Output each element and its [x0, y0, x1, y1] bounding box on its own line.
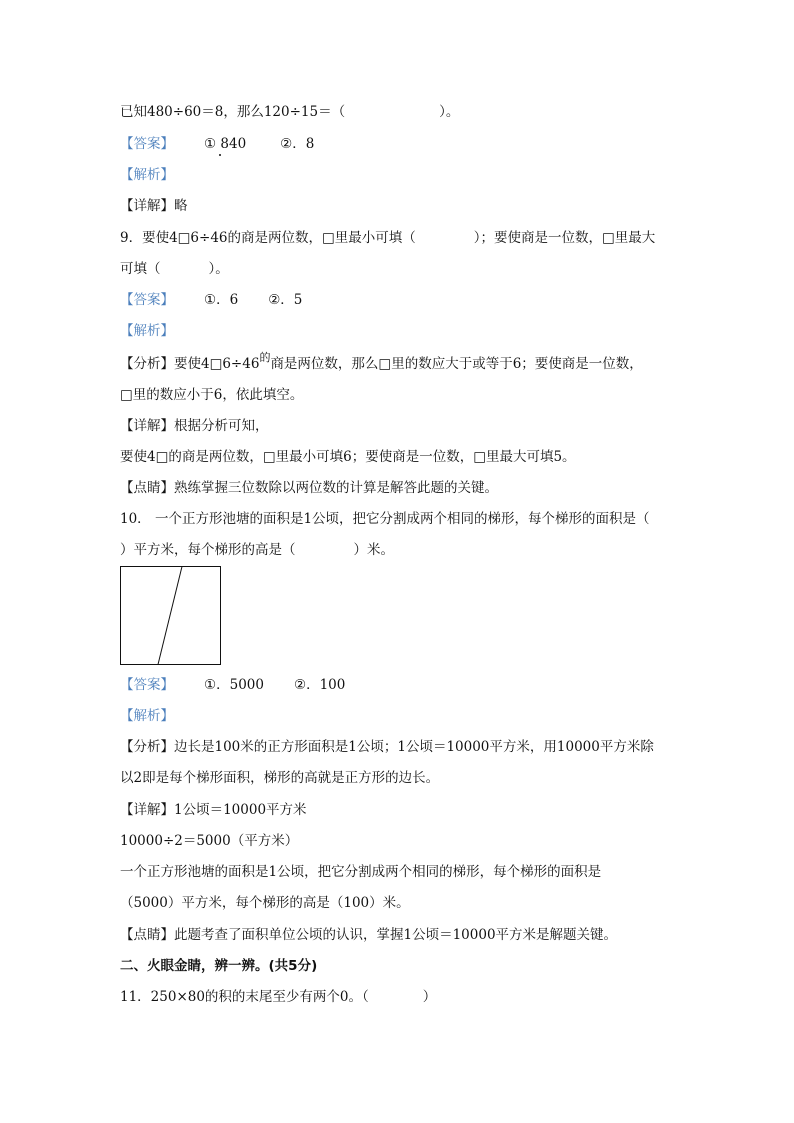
dianjing-tag: 【点睛】: [120, 480, 174, 496]
detail-tag: 【详解】: [120, 418, 174, 434]
q10-calc-line: [120, 832, 298, 850]
q9-stem-mid: ）；要使商是一位数，□里最大: [473, 230, 656, 246]
q10-restate-1: 一个正方形池塘的面积是1公顷，把它分割成两个相同的梯形，每个梯形的面积是: [120, 864, 602, 880]
section-2-heading: [120, 957, 317, 975]
answer-tag: 【答案】: [120, 292, 174, 308]
q10-calc: 10000÷2＝5000（平方米）: [120, 833, 299, 849]
q8-analysis-line: [120, 166, 174, 184]
q8-answer-2: ②．8: [280, 136, 315, 152]
q9-fenxi-pre: 要使4□6÷46: [174, 356, 260, 372]
q10-restate-2: （5000）平方米，每个梯形的高是（100）米。: [120, 895, 410, 911]
q10-fenxi-line1: [120, 738, 654, 756]
q8-detail-text: 略: [174, 198, 188, 214]
q9-detail-2: 要使4□的商是两位数，□里最小可填6；要使商是一位数，□里最大可填5。: [120, 449, 576, 465]
analysis-tag: 【解析】: [120, 167, 174, 183]
q10-fenxi-1: 边长是100米的正方形面积是1公顷；1公顷＝10000平方米，用10000平方米除: [174, 739, 654, 755]
q9-detail-1: 根据分析可知，: [174, 418, 269, 434]
trapezoid-divider-line: [158, 567, 182, 665]
q8-stem-text: 已知480÷60＝8，那么120÷15＝（: [120, 104, 346, 120]
q9-answer-2: ②．5: [268, 292, 303, 308]
q9-stem-line2-pre: 可填（: [120, 261, 161, 277]
q9-detail-line2: [120, 448, 576, 466]
q10-stem-line1-text: 10． 一个正方形池塘的面积是1公顷，把它分割成两个相同的梯形，每个梯形的面积是（: [120, 511, 650, 527]
answer-tag: 【答案】: [120, 136, 174, 152]
q10-dianjing-line: [120, 926, 617, 944]
analysis-tag: 【解析】: [120, 708, 174, 724]
answer-tag: 【答案】: [120, 677, 174, 693]
q10-answer-line: [120, 676, 345, 694]
q9-fenxi-line2-text: □里的数应小于6，依此填空。: [120, 387, 304, 403]
q11-stem: [120, 988, 436, 1006]
q10-analysis-line: [120, 707, 174, 725]
q10-dianjing-text: 此题考查了面积单位公顷的认识，掌握1公顷＝10000平方米是解题关键。: [174, 927, 618, 943]
q10-answer-2: ②．100: [293, 677, 346, 693]
q8-stem: [120, 103, 459, 121]
fenxi-tag: 【分析】: [120, 739, 174, 755]
q9-detail-line1: [120, 417, 269, 435]
q9-fenxi-sup: 的: [259, 351, 271, 364]
detail-tag: 【详解】: [120, 802, 174, 818]
q10-detail-1: 1公顷＝10000平方米: [174, 802, 307, 818]
q10-stem-line2-pre: ）平方米，每个梯形的高是（: [120, 542, 296, 558]
q11-close: ）: [422, 989, 437, 1005]
q9-dianjing-text: 熟练掌握三位数除以两位数的计算是解答此题的关键。: [174, 480, 498, 496]
q9-stem-line2-close: ）。: [208, 261, 229, 277]
q9-dianjing-line: [120, 479, 498, 497]
analysis-tag: 【解析】: [120, 323, 174, 339]
stray-dot: [219, 154, 221, 156]
q9-stem-line1: [120, 229, 655, 247]
q10-detail-line1: [120, 801, 307, 819]
q9-stem-pre: 9．要使4□6÷46的商是两位数，□里最小可填（: [120, 230, 416, 246]
q8-answer-1: ① 840: [204, 136, 247, 152]
detail-tag: 【详解】: [120, 198, 174, 214]
q10-restate-line1: [120, 863, 601, 881]
q8-close: ）。: [439, 104, 460, 120]
q9-fenxi-line1: [120, 351, 643, 374]
q9-stem-line2: [120, 260, 229, 278]
q10-stem-line2: [120, 541, 394, 559]
q10-answer-1: ①．5000: [204, 677, 264, 693]
q9-answer-1: ①．6: [204, 292, 239, 308]
q11-stem-text: 11．250×80的积的末尾至少有两个0。（: [120, 989, 369, 1005]
q9-answer-line: [120, 291, 302, 309]
q9-fenxi-line2: [120, 386, 303, 404]
q8-answer-line: [120, 135, 314, 153]
section-2-title: 二、火眼金睛，辨一辨。(共5分): [120, 958, 318, 974]
dianjing-tag: 【点睛】: [120, 927, 174, 943]
q10-fenxi-line2: [120, 769, 439, 787]
q10-stem-line1: [120, 510, 650, 528]
q10-restate-line2: [120, 894, 410, 912]
q9-analysis-line: [120, 322, 174, 340]
q10-stem-line2-close: ）米。: [353, 542, 394, 558]
square-pond-figure: [120, 566, 222, 667]
q10-fenxi-2: 以2即是每个梯形面积，梯形的高就是正方形的边长。: [120, 770, 440, 786]
q9-fenxi-post: 商是两位数，那么□里的数应大于或等于6；要使商是一位数，: [270, 356, 643, 372]
fenxi-tag: 【分析】: [120, 356, 174, 372]
q8-detail-line: [120, 197, 188, 215]
